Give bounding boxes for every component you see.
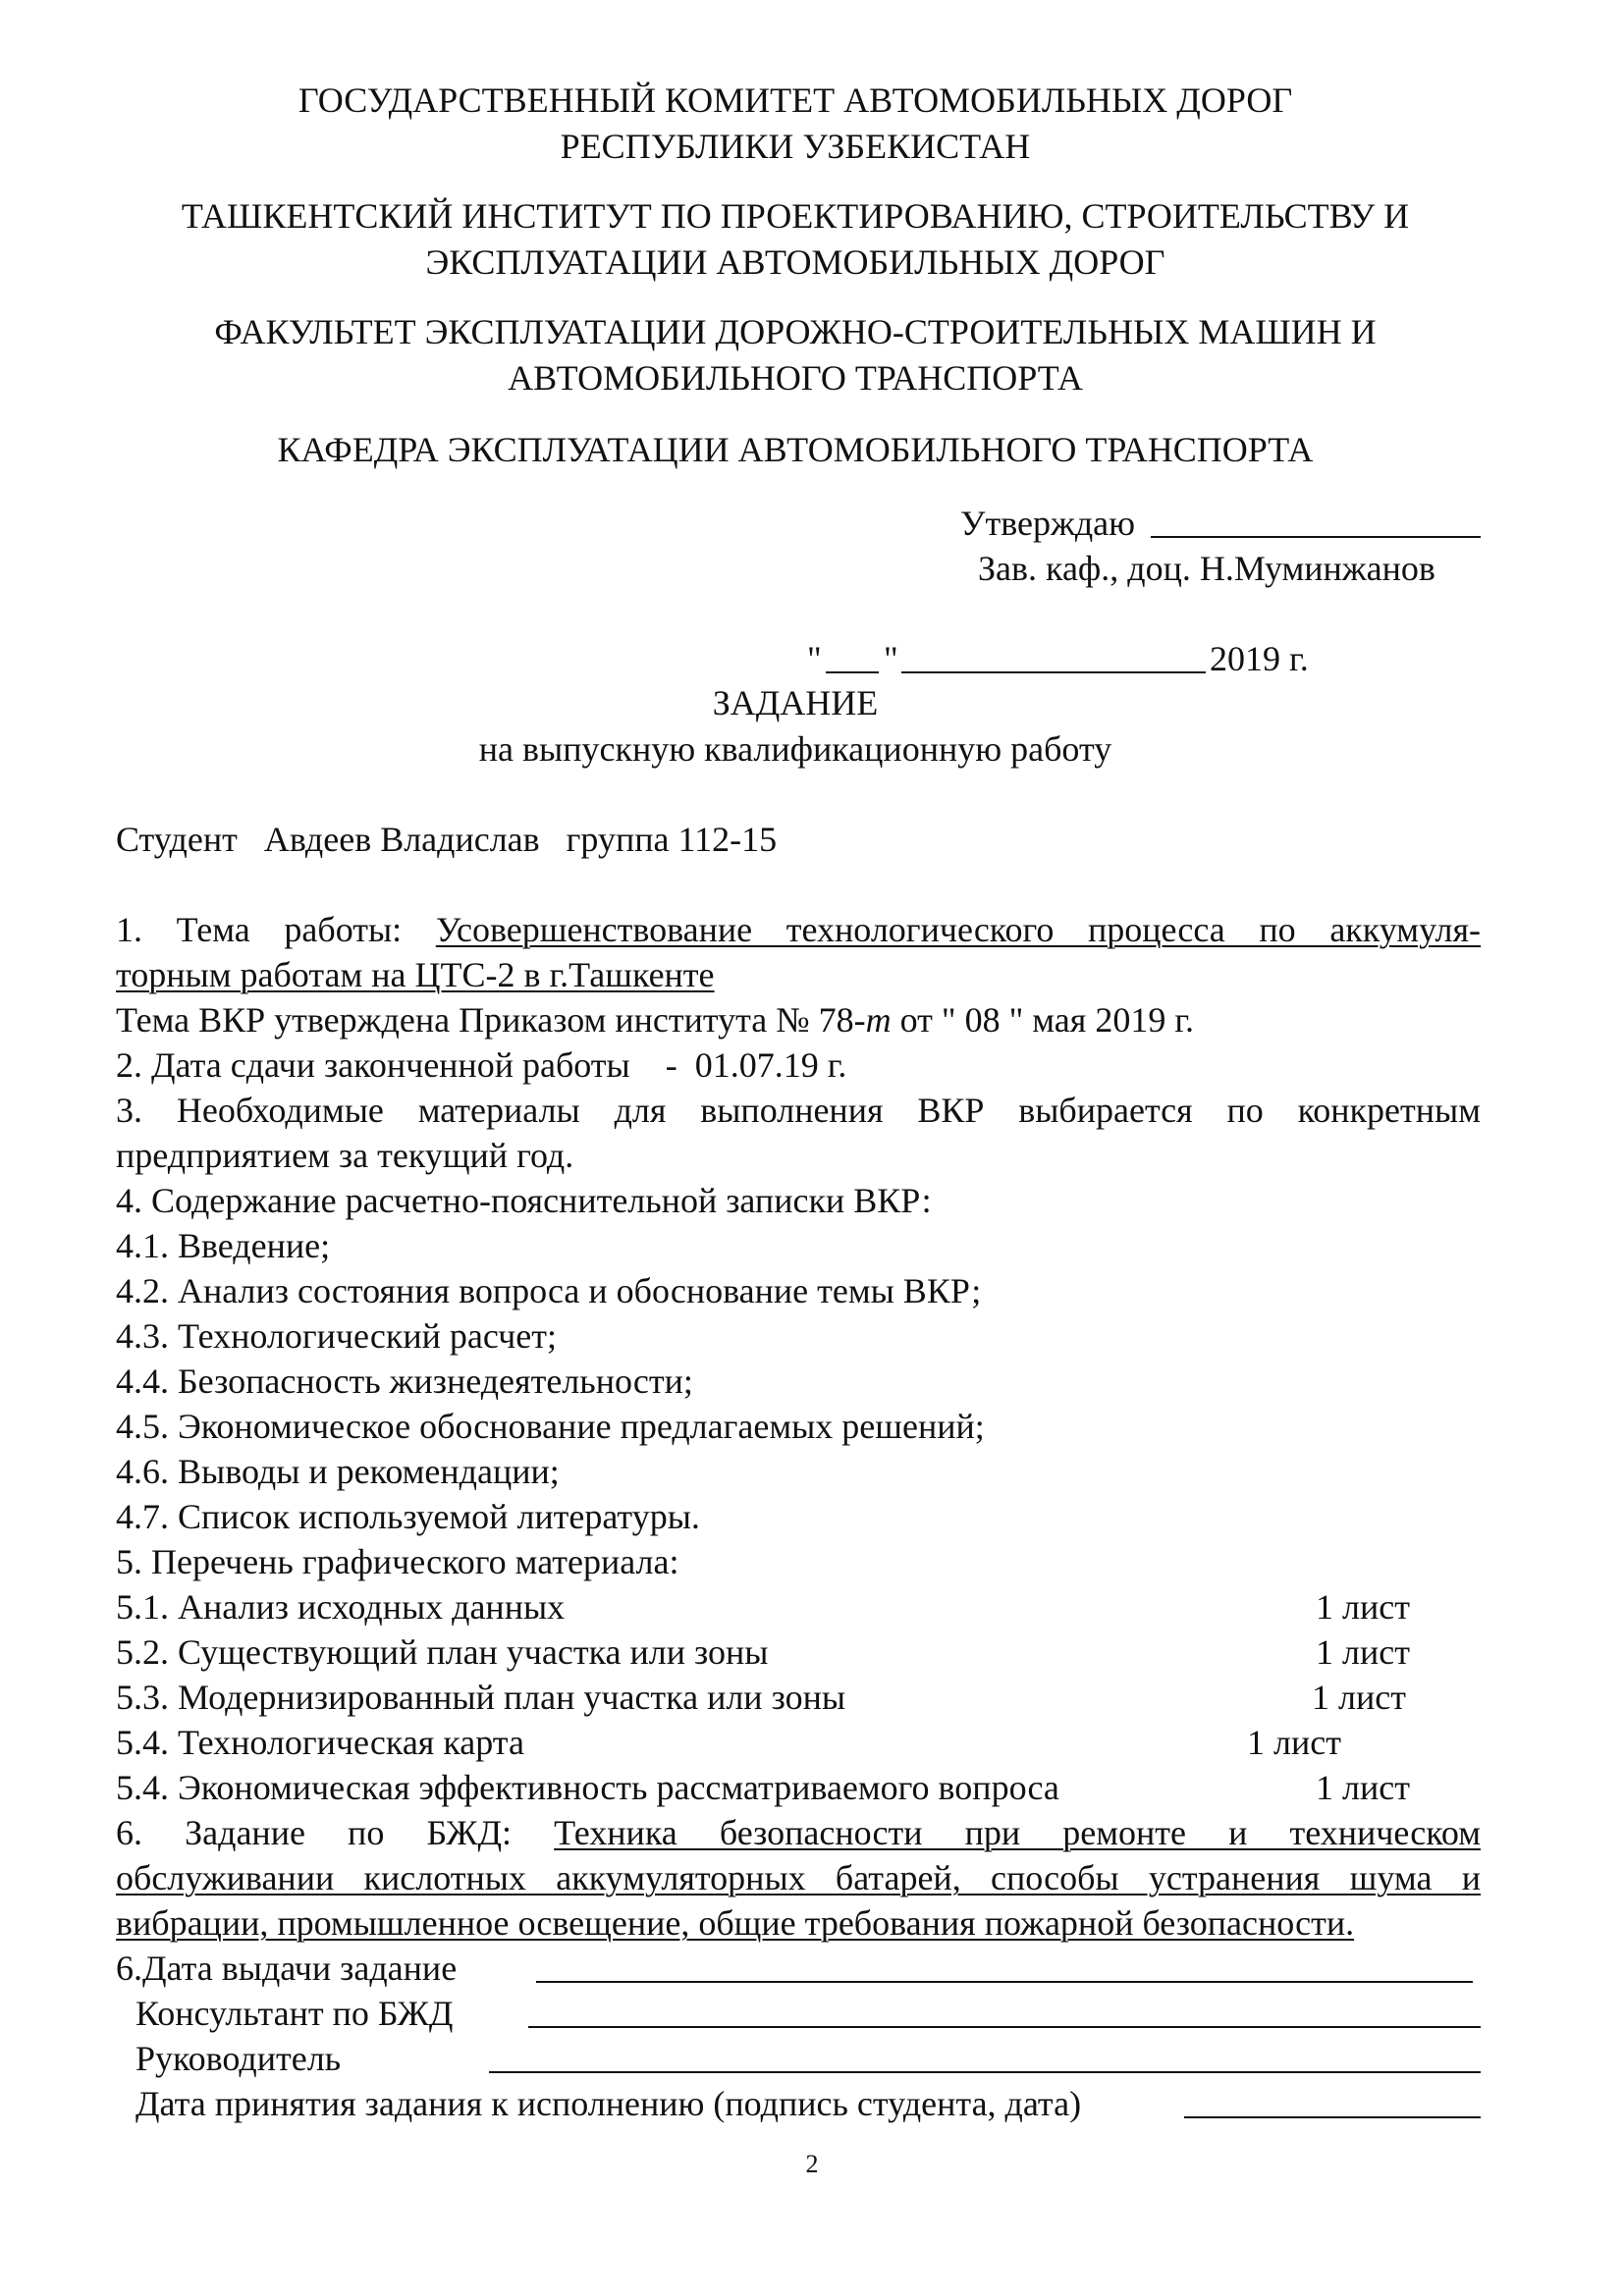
bzhd-text-3: вибрации, промышленное освещение, общие требования пожарной безопасности.: [116, 1903, 1355, 1943]
student-label: Студент: [116, 820, 238, 859]
page-number: 2: [805, 2150, 819, 2178]
contents-item: 4.5. Экономическое обоснование предлагаемых решений;: [116, 1407, 985, 1446]
consultant-signature-blank: [528, 2026, 1481, 2028]
contents-item: 4.4. Безопасность жизнедеятельности;: [116, 1362, 693, 1401]
date-open-quote: ": [807, 639, 822, 678]
supervisor-signature-blank: [489, 2071, 1481, 2073]
approval-day-blank: [826, 671, 879, 673]
acceptance-signature-blank: [1184, 2116, 1481, 2118]
graphics-item-sheets: 1 лист: [1247, 1723, 1341, 1762]
graphics-item-label: 5.4. Технологическая карта: [116, 1723, 524, 1762]
topic-text-2: торным работам на ЦТС-2 в г.Ташкенте: [116, 955, 715, 994]
committee-line-1: ГОСУДАРСТВЕННЫЙ КОМИТЕТ АВТОМОБИЛЬНЫХ ДОРОГ: [298, 80, 1293, 120]
department-head: Зав. каф., доц. Н.Муминжанов: [978, 549, 1435, 588]
topic-label: 1. Тема работы:: [116, 910, 403, 949]
bzhd-label: 6. Задание по БЖД:: [116, 1813, 513, 1852]
graphics-item-sheets: 1 лист: [1312, 1678, 1406, 1717]
institute-line-2: ЭКСПЛУАТАЦИИ АВТОМОБИЛЬНЫХ ДОРОГ: [425, 242, 1165, 282]
document-title: ЗАДАНИЕ: [712, 683, 879, 722]
graphics-title: 5. Перечень графического материала:: [116, 1542, 679, 1581]
bzhd-line-2: [116, 1855, 1481, 1900]
graphics-item-sheets: 1 лист: [1316, 1768, 1410, 1807]
institute-line-1: ТАШКЕНТСКИЙ ИНСТИТУТ ПО ПРОЕКТИРОВАНИЮ, СТРОИТЕЛЬСТВУ И: [181, 196, 1410, 236]
faculty-line-2: АВТОМОБИЛЬНОГО ТРАНСПОРТА: [508, 358, 1083, 398]
order-text-b: от " 08 " мая 2019 г.: [891, 1000, 1195, 1040]
materials-line-2: предприятием за текущий год.: [116, 1136, 574, 1175]
faculty-line-1: ФАКУЛЬТЕТ ЭКСПЛУАТАЦИИ ДОРОЖНО-СТРОИТЕЛЬНЫХ МАШИН И: [214, 312, 1377, 351]
consultant-label: Консультант по БЖД: [135, 1994, 454, 2033]
student-name: Авдеев Владислав: [263, 820, 540, 859]
document-subtitle: на выпускную квалификационную работу: [478, 729, 1112, 769]
graphics-item-sheets: 1 лист: [1316, 1632, 1410, 1672]
materials-line-1: 3. Необходимые материалы для выполнения ВКР выбирается по конкретным: [116, 1091, 1481, 1130]
committee-line-2: РЕСПУБЛИКИ УЗБЕКИСТАН: [560, 127, 1031, 166]
department-name: КАФЕДРА ЭКСПЛУАТАЦИИ АВТОМОБИЛЬНОГО ТРАНСПОРТА: [277, 430, 1314, 469]
graphics-item-label: 5.4. Экономическая эффективность рассматриваемого вопроса: [116, 1768, 1059, 1807]
approve-signature-line: [1151, 536, 1481, 538]
date-close-quote: ": [884, 639, 898, 678]
order-text-a: Тема ВКР утверждена Приказом института № 78-: [116, 1000, 866, 1040]
deadline-line: 2. Дата сдачи законченной работы - 01.07.19 г.: [116, 1045, 847, 1085]
issue-date-blank: [536, 1981, 1473, 1983]
contents-item: 4.7. Список используемой литературы.: [116, 1497, 700, 1536]
topic-line-2: [116, 952, 1481, 997]
order-line: [116, 997, 1481, 1042]
contents-item: 4.2. Анализ состояния вопроса и обоснование темы ВКР;: [116, 1271, 982, 1310]
graphics-item-label: 5.2. Существующий план участка или зоны: [116, 1632, 769, 1672]
approval-year: 2019 г.: [1210, 639, 1309, 678]
bzhd-line-1: [116, 1810, 1481, 1855]
acceptance-label: Дата принятия задания к исполнению (подпись студента, дата): [135, 2084, 1082, 2123]
contents-item: 4.1. Введение;: [116, 1226, 331, 1265]
contents-item: 4.6. Выводы и рекомендации;: [116, 1452, 560, 1491]
bzhd-text-1: Техника безопасности при ремонте и техническом: [554, 1813, 1481, 1852]
graphics-item-label: 5.1. Анализ исходных данных: [116, 1587, 566, 1627]
approve-label: Утверждаю: [960, 504, 1136, 543]
bzhd-text-2: обслуживании кислотных аккумуляторных батарей, способы устранения шума и: [116, 1858, 1481, 1897]
approval-month-blank: [901, 671, 1206, 673]
supervisor-label: Руководитель: [135, 2039, 342, 2078]
student-group: группа 112-15: [566, 820, 778, 859]
issue-date-label: 6.Дата выдачи задание: [116, 1949, 458, 1988]
contents-title: 4. Содержание расчетно-пояснительной записки ВКР:: [116, 1181, 932, 1220]
order-text-m: т: [865, 1000, 892, 1040]
bzhd-line-3: [116, 1900, 1481, 1946]
graphics-item-sheets: 1 лист: [1316, 1587, 1410, 1627]
topic-text-1: Усовершенствование технологического процесса по аккумуля-: [435, 910, 1482, 949]
contents-item: 4.3. Технологический расчет;: [116, 1316, 557, 1356]
student-line: [116, 817, 1481, 862]
graphics-item-label: 5.3. Модернизированный план участка или зоны: [116, 1678, 846, 1717]
topic-line-1: [116, 907, 1481, 952]
